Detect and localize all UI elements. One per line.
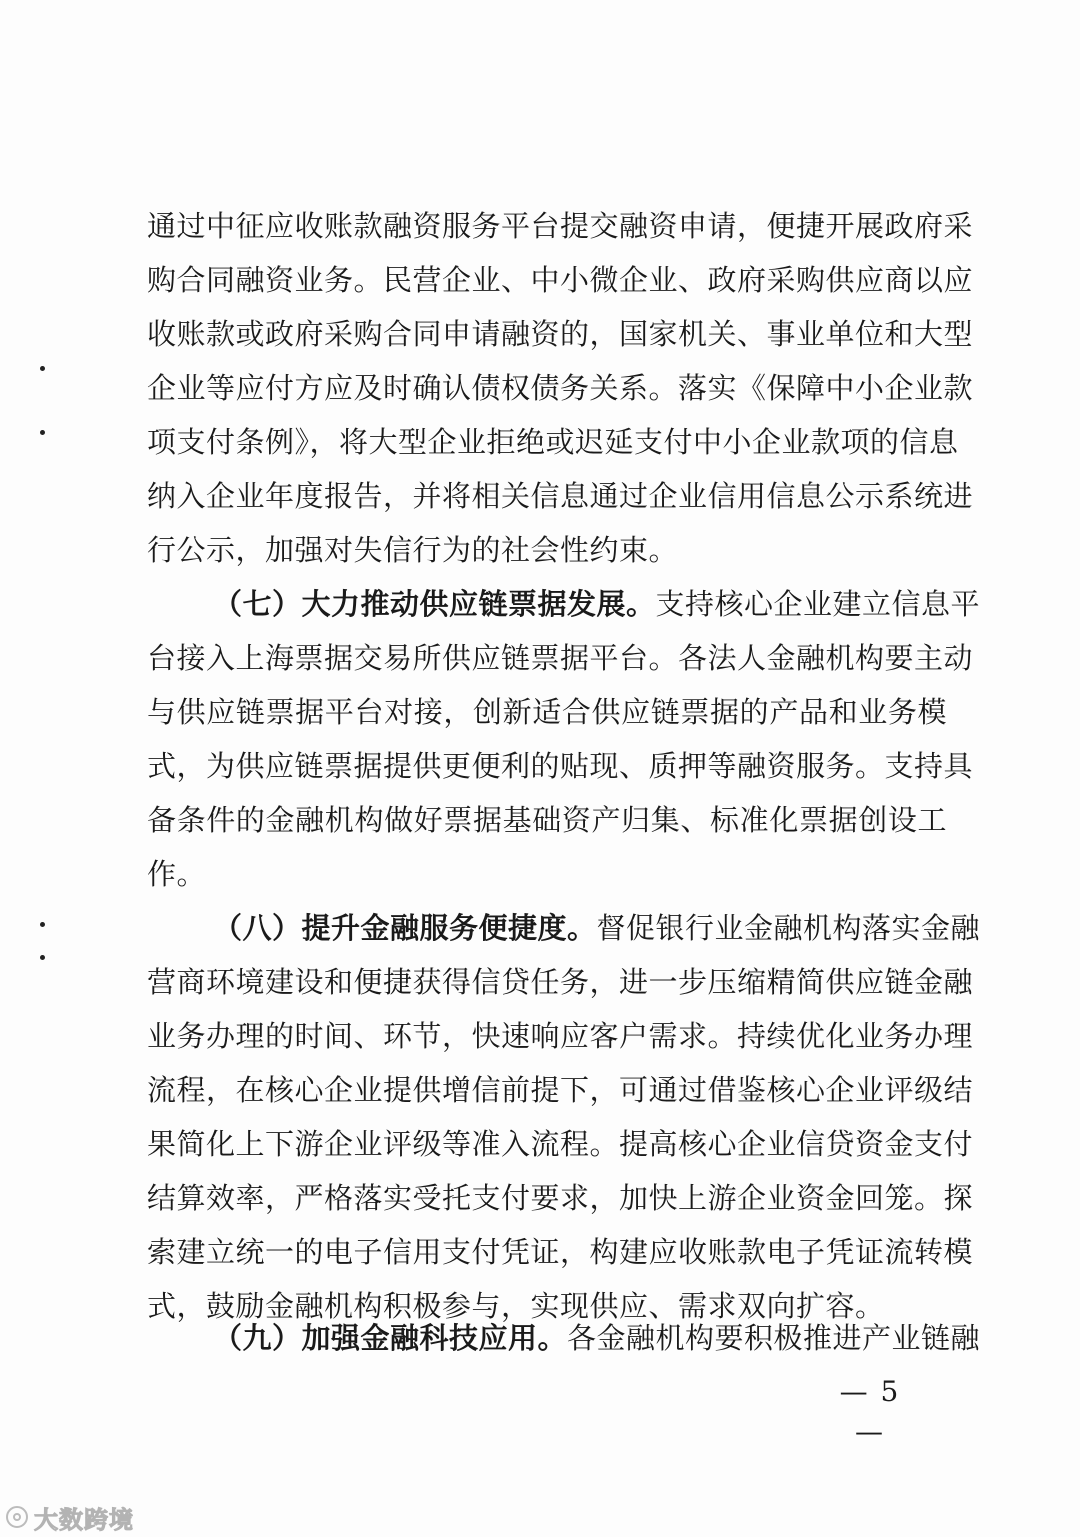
paragraph-line: 备条件的金融机构做好票据基础资产归集、标准化票据创设工 xyxy=(147,803,947,837)
section-9-heading: （九）加强金融科技应用。 xyxy=(213,1321,568,1355)
section-8-first-text: 督促银行业金融机构落实金融 xyxy=(596,911,981,945)
paragraph-line: 购合同融资业务。民营企业、中小微企业、政府采购供应商以应 xyxy=(147,263,974,297)
paragraph-line: 纳入企业年度报告，并将相关信息通过企业信用信息公示系统进 xyxy=(147,479,974,513)
watermark-text: 大数跨境 xyxy=(34,1505,134,1534)
paragraph-line: 收账款或政府采购合同申请融资的，国家机关、事业单位和大型 xyxy=(147,317,974,351)
section-8-first-line xyxy=(213,908,981,948)
watermark xyxy=(6,1502,134,1532)
watermark-logo-icon xyxy=(6,1506,28,1528)
section-9-first-line xyxy=(213,1318,981,1358)
binding-hole-mark xyxy=(40,922,45,927)
binding-hole-mark xyxy=(40,955,45,960)
paragraph-line: 行公示，加强对失信行为的社会性约束。 xyxy=(147,533,679,567)
paragraph-line: 流程，在核心企业提供增信前提下，可通过借鉴核心企业评级结 xyxy=(147,1073,974,1107)
paragraph-line: 项支付条例》，将大型企业拒绝或迟延支付中小企业款项的信息 xyxy=(147,425,959,459)
paragraph-line: 果简化上下游企业评级等准入流程。提高核心企业信贷资金支付 xyxy=(147,1127,974,1161)
section-7-first-line xyxy=(213,584,981,624)
paragraph-line: 结算效率，严格落实受托支付要求，加快上游企业资金回笼。探 xyxy=(147,1181,974,1215)
section-9-first-text: 各金融机构要积极推进产业链融 xyxy=(567,1321,981,1355)
section-7-heading: （七）大力推动供应链票据发展。 xyxy=(213,587,656,621)
paragraph-line: 通过中征应收账款融资服务平台提交融资申请，便捷开展政府采 xyxy=(147,209,974,243)
paragraph-line: 企业等应付方应及时确认债权债务关系。落实《保障中小企业款 xyxy=(147,371,974,405)
paragraph-line: 索建立统一的电子信用支付凭证，构建应收账款电子凭证流转模 xyxy=(147,1235,974,1269)
paragraph-line: 与供应链票据平台对接，创新适合供应链票据的产品和业务模 xyxy=(147,695,947,729)
page-number: — 5 — xyxy=(839,1375,901,1448)
paragraph-line: 作。 xyxy=(147,857,207,891)
paragraph-line: 式，鼓励金融机构积极参与，实现供应、需求双向扩容。 xyxy=(147,1289,885,1323)
paragraph-line: 业务办理的时间、环节，快速响应客户需求。持续优化业务办理 xyxy=(147,1019,974,1053)
section-7-first-text: 支持核心企业建立信息平 xyxy=(655,587,981,621)
paragraph-line: 营商环境建设和便捷获得信贷任务，进一步压缩精简供应链金融 xyxy=(147,965,974,999)
paragraph-line: 台接入上海票据交易所供应链票据平台。各法人金融机构要主动 xyxy=(147,641,974,675)
binding-hole-mark xyxy=(40,366,45,371)
binding-hole-mark xyxy=(40,430,45,435)
paragraph-line: 式，为供应链票据提供更便利的贴现、质押等融资服务。支持具 xyxy=(147,749,974,783)
section-8-heading: （八）提升金融服务便捷度。 xyxy=(213,911,597,945)
